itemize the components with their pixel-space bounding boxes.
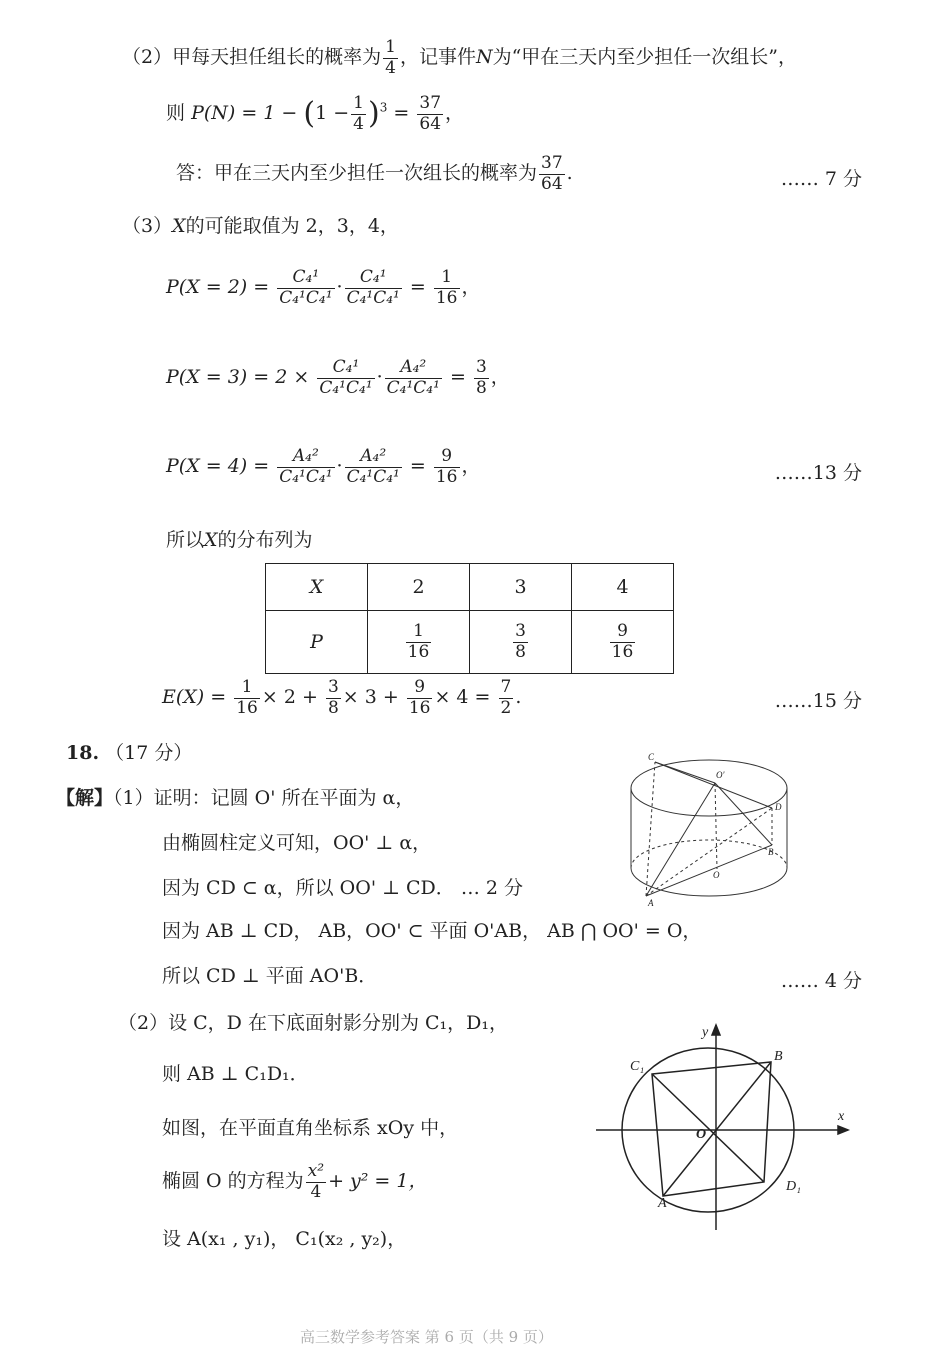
q17-part2-line: （2）甲每天担任组长的概率为 $\frac{1}{4}$ ，记事件N为“甲在三天内至少担任一次组长”， (122, 37, 798, 78)
dist-intro: 所以X的分布列为 (166, 529, 313, 551)
table-row: P $\frac{1}{16}$ $\frac{3}{8}$ $\frac{9}{16}$ (266, 611, 674, 674)
score-13: ……13 分 (774, 462, 862, 484)
fig2-label-x: x (838, 1109, 845, 1124)
score-4: …… 4 分 (780, 970, 862, 992)
fig1-label-B: B (768, 847, 774, 857)
score-7: …… 7 分 (780, 168, 862, 190)
fig1-label-D: D (775, 802, 782, 812)
q18-p2-line5: 设 A(x₁ , y₁)， C₁(x₂ , y₂)， (162, 1228, 407, 1250)
q18-p2-line2: 则 AB ⊥ C₁D₁． (162, 1063, 309, 1085)
expectation-formula: E(X) = $\frac{1}{16}$ × 2 + $\frac{3}{8}$ × 3 + $\frac{9}{16}$ × 4 = $\frac{7}{2}$ . (162, 677, 522, 718)
px4-formula: P(X = 4) = $\frac{\text{A₄²}}{\text{C₄¹C₄¹}}$ · $\frac{\text{A₄²}}{\text{C₄¹C₄¹}}$ = $\frac{9}{16}$ ， (166, 446, 481, 487)
page-footer: 高三数学参考答案 第 6 页（共 9 页） (300, 1328, 553, 1346)
fig2-label-C1: C₁ (630, 1059, 645, 1074)
q18-p2-line4: 椭圆 O 的方程为 $\frac{\text{x²}}{4}$ + y² = 1， (162, 1161, 428, 1202)
fig2-label-D1: D₁ (786, 1179, 801, 1194)
q18-p1-line5: 所以 CD ⊥ 平面 AO'B． (162, 965, 378, 987)
answer-line: 答：甲在三天内至少担任一次组长的概率为 $\frac{37}{64}$ . (176, 153, 573, 194)
pn-formula: 则 P(N) = 1 − (1 − $\frac{1}{4}$ )$^3$ = $\frac{37}{64}$ ， (166, 93, 465, 134)
q18-p1-line1: 【解】（1）证明：记圆 O' 所在平面为 α， (56, 787, 415, 809)
q17-part3-line: （3）X的可能取值为 2，3，4， (122, 215, 399, 237)
q18-p1-line3: 因为 CD ⊂ α，所以 OO' ⊥ CD． … 2 分 (162, 877, 523, 899)
fig2-label-A: A (658, 1196, 667, 1211)
score-15: ……15 分 (774, 690, 862, 712)
q18-header: 18. （17 分） (66, 742, 193, 764)
q18-p1-line2: 由椭圆柱定义可知，OO' ⊥ α， (162, 832, 432, 854)
fig2-label-y: y (702, 1025, 709, 1040)
fraction: $\frac{1}{4}$ (385, 37, 396, 78)
q18-p2-line1: （2）设 C，D 在下底面射影分别为 C₁，D₁， (118, 1012, 508, 1034)
q18-p2-line3: 如图，在平面直角坐标系 xOy 中， (162, 1117, 459, 1139)
fig1-label-A: A (648, 898, 654, 908)
fig2-label-O: O (696, 1127, 707, 1142)
q18-p1-line4: 因为 AB ⊥ CD， AB，OO' ⊂ 平面 O'AB， AB ⋂ OO' = O， (162, 920, 702, 942)
fig1-label-C: C (648, 752, 655, 762)
ellipse-figure (596, 1020, 858, 1232)
cylinder-figure (620, 748, 800, 908)
fig1-label-O1: O' (716, 770, 725, 780)
px2-formula: P(X = 2) = $\frac{\text{C₄¹}}{\text{C₄¹C₄¹}}$ · $\frac{\text{C₄¹}}{\text{C₄¹C₄¹}}$ = $\frac{1}{16}$ ， (166, 267, 481, 308)
px3-formula: P(X = 3) = 2 × $\frac{\text{C₄¹}}{\text{C₄¹C₄¹}}$ · $\frac{\text{A₄²}}{\text{C₄¹C₄¹}}$ = $\frac{3}{8}$ ， (166, 357, 510, 398)
fig2-label-B: B (774, 1049, 783, 1064)
distribution-table (265, 563, 674, 674)
fig1-label-O: O (713, 870, 720, 880)
table-row: X 2 3 4 (266, 564, 674, 611)
